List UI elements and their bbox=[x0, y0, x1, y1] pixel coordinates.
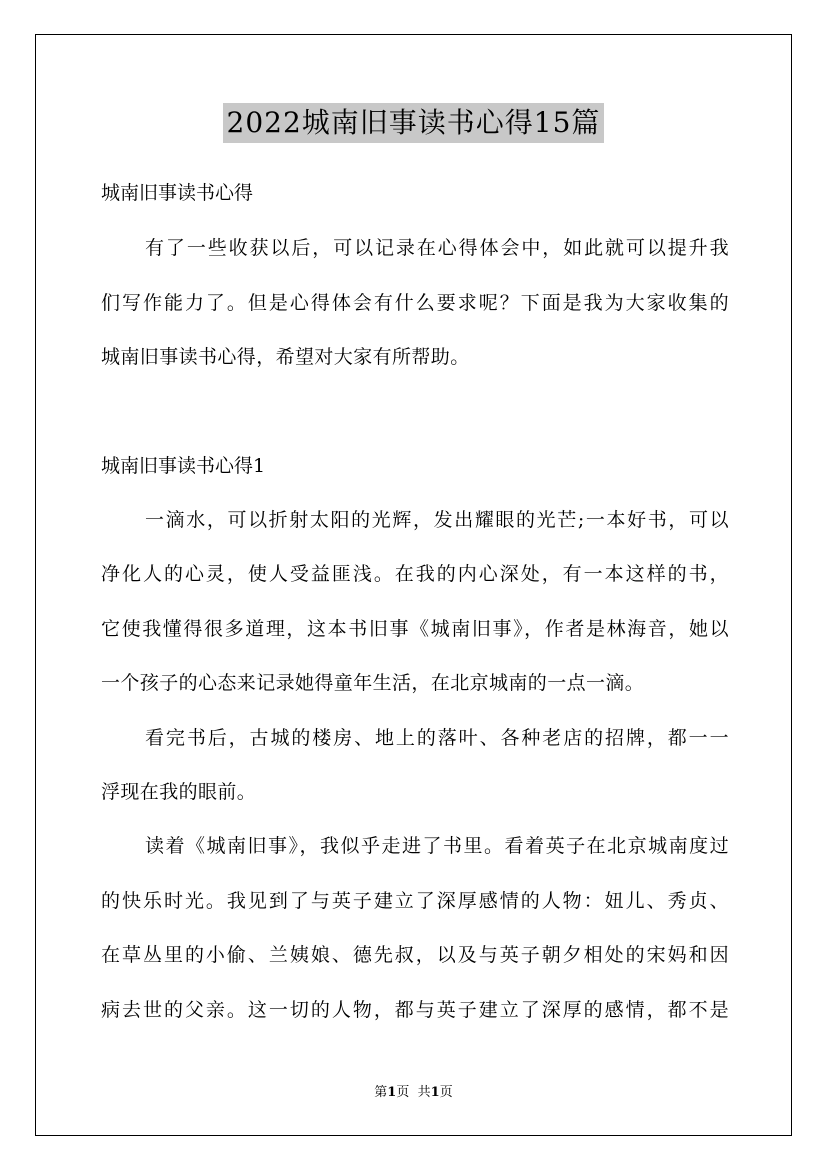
footer-total-prefix: 共 bbox=[417, 1085, 431, 1100]
section-heading: 城南旧事读书心得1 bbox=[101, 455, 266, 477]
intro-heading: 城南旧事读书心得 bbox=[101, 182, 254, 204]
paragraph-line: 一滴水，可以折射太阳的光辉，发出耀眼的光芒;一本好书，可以 bbox=[145, 509, 729, 531]
page-footer bbox=[0, 1084, 827, 1102]
title-container bbox=[0, 103, 827, 143]
footer-page-number: 1 bbox=[387, 1085, 397, 1100]
paragraph-line: 的快乐时光。我见到了与英子建立了深厚感情的人物：妞儿、秀贞、 bbox=[101, 890, 729, 912]
paragraph-line: 净化人的心灵，使人受益匪浅。在我的内心深处，有一本这样的书， bbox=[101, 563, 729, 585]
paragraph-line: 它使我懂得很多道理，这本书旧事《城南旧事》，作者是林海音，她以 bbox=[101, 618, 729, 640]
paragraph-line: 读着《城南旧事》，我似乎走进了书里。看着英子在北京城南度过 bbox=[145, 835, 729, 857]
footer-total-pages: 1 bbox=[430, 1085, 440, 1100]
document-title: 2022城南旧事读书心得15篇 bbox=[223, 103, 605, 143]
paragraph-line: 看完书后，古城的楼房、地上的落叶、各种老店的招牌，都一一 bbox=[145, 727, 729, 749]
paragraph-line: 浮现在我的眼前。 bbox=[101, 781, 257, 803]
intro-line: 有了一些收获以后，可以记录在心得体会中，如此就可以提升我 bbox=[145, 237, 729, 259]
footer-total-label: 页 bbox=[439, 1085, 453, 1100]
intro-line: 城南旧事读书心得，希望对大家有所帮助。 bbox=[101, 346, 470, 368]
paragraph-line: 一个孩子的心态来记录她得童年生活，在北京城南的一点一滴。 bbox=[101, 672, 645, 694]
paragraph-line: 在草丛里的小偷、兰姨娘、德先叔，以及与英子朝夕相处的宋妈和因 bbox=[101, 944, 729, 966]
footer-page-label: 页 bbox=[396, 1085, 410, 1100]
paragraph-line: 病去世的父亲。这一切的人物，都与英子建立了深厚的感情，都不是 bbox=[101, 999, 729, 1021]
intro-line: 们写作能力了。但是心得体会有什么要求呢？下面是我为大家收集的 bbox=[101, 292, 729, 314]
footer-prefix: 第 bbox=[374, 1085, 388, 1100]
